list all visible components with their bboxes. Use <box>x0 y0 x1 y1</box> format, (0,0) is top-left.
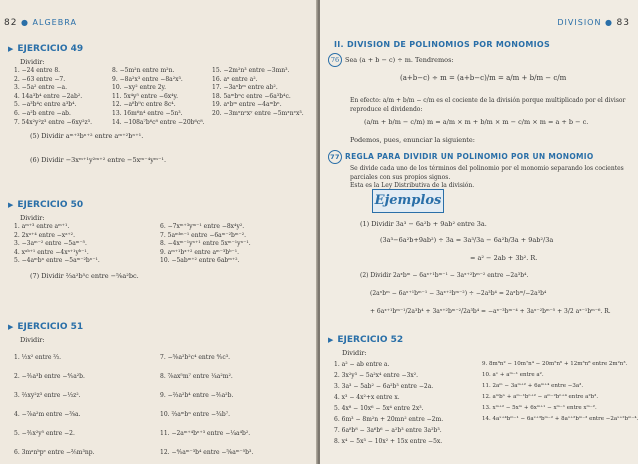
left-page-number: 82 <box>4 18 18 28</box>
triangle-bullet-icon: ▶ <box>328 336 334 344</box>
triangle-bullet-icon: ▶ <box>8 201 14 209</box>
exercise-52-subtitle: Dividir: <box>342 349 367 357</box>
example-1-result: = a² − 2ab + 3b². R. <box>470 254 538 262</box>
triangle-bullet-icon: ▶ <box>8 323 14 331</box>
list-item: 9. −⅔a²b⁴ entre −⅗a²b. <box>160 392 234 399</box>
list-item: 8. −5m²n entre m²n. <box>112 67 175 74</box>
list-item: 3. −5a² entre −a. <box>14 84 68 92</box>
rule-text-2: Esta es la Ley Distributiva de la división. <box>350 182 475 189</box>
list-item: 3. −3aᵐ⁻² entre −5aᵐ⁻⁵. <box>14 240 87 248</box>
equation-76: (a+b−c) ÷ m = (a+b−c)/m = a/m + b/m − c/m <box>400 74 567 82</box>
list-item: 2. 3x²y³ − 5a²x⁴ entre −3x². <box>334 372 419 379</box>
list-item: 11. 2aᵐ − 3aᵐ⁺² + 6aᵐ⁺⁴ entre −3a³. <box>482 383 584 389</box>
left-running-head: ALGEBRA <box>32 18 77 27</box>
list-item: 4. 14a³b⁴ entre −2ab². <box>14 92 83 100</box>
list-item: 7. 54x²y²z³ entre −6xy²z³. <box>14 118 92 126</box>
example-5: (5) Dividir aᵐ⁺³bⁿ⁺² entre aᵐ⁺²bⁿ⁺¹. <box>30 132 144 140</box>
header-dot-icon: ● <box>21 18 29 27</box>
list-item: 12. −⅘aᵐ⁻³b⁴ entre −⅚aᵐ⁻⁵b³. <box>160 449 254 456</box>
triangle-bullet-icon: ▶ <box>8 45 14 53</box>
list-item: 12. −a⁸b⁹c entre 8c⁴. <box>112 101 176 109</box>
list-item: 14. 4aˣ⁺⁴bᵐ⁻¹ − 6aˣ⁺³bᵐ⁻² + 8aˣ⁺²bᵐ⁻³ entre −2aˣ⁺²bᵐ⁻⁴. <box>482 416 638 422</box>
list-item: 7. −⅝a²b²c⁴ entre ⅘c³. <box>160 354 231 361</box>
list-item: 8. ⅞ax⁵m⁷ entre ¼a²m². <box>160 373 233 380</box>
exercise-49-column-2 <box>112 67 212 127</box>
exercise-50-column-2 <box>160 223 310 266</box>
list-item: 5. −⅗x²y⁵ entre −2. <box>14 430 75 437</box>
ejemplos-box <box>372 189 444 213</box>
list-item: 4. −⅞a²m entre −⅜a. <box>14 411 81 418</box>
equation-check: (a/m + b/m − c/m) m = a/m × m + b/m × m − c/m × m = a + b − c. <box>364 118 589 126</box>
list-item: 5. 4x⁸ − 10x⁶ − 5x⁴ entre 2x³. <box>334 405 424 412</box>
list-item: 10. −5abᵐ⁺² entre 6abᵐ⁺². <box>160 257 240 265</box>
list-item: 9. 8m⁹n² − 10m⁷n⁴ − 20m⁵n⁶ + 12m³n⁸ entre 2m²n³. <box>482 361 628 367</box>
item-number-circle: 77 <box>328 150 342 164</box>
example-1-equation: (3a³−6a²b+9ab²) ÷ 3a = 3a³/3a − 6a²b/3a + 9ab²/3a <box>380 236 554 244</box>
ejemplos-heading: Ejemplos <box>374 193 442 208</box>
list-item: 12. aᵐbⁿ + aᵐ⁻¹bⁿ⁺² − aᵐ⁻²bⁿ⁺⁴ entre a²b³. <box>482 394 599 400</box>
list-item: 7. 6a⁸b⁸ − 3a⁶b⁶ − a²b³ entre 3a²b³. <box>334 427 442 434</box>
exercise-50-column-1 <box>14 223 164 266</box>
list-item: 5. −4aᵐbⁿ entre −5aᵐ⁻²bⁿ⁻¹. <box>14 257 100 265</box>
exercise-52-column-1 <box>334 359 484 447</box>
list-item: 2. 2xᵃ⁺⁴ entre −xᵃ⁺². <box>14 231 75 239</box>
right-page <box>320 0 638 464</box>
list-item: 9. aᵐ⁺¹bˣ⁺² entre aᵐ⁻³bᵇ⁻¹. <box>160 248 240 256</box>
list-item: 7. 5aᵐᵇⁿ⁻¹ entre −6aᵐ⁻²bᵐ⁻². <box>160 231 247 239</box>
list-item: 18. 5aᵐbⁿc entre −6a³b⁴c. <box>212 92 291 100</box>
exercise-51-subtitle: Dividir: <box>20 336 45 344</box>
list-item: 5. −a³b⁴c entre a³b⁴. <box>14 101 77 109</box>
item-number-circle: 76 <box>328 53 342 67</box>
right-running-head: DIVISION <box>557 18 602 27</box>
exercise-50-title: ▶ EJERCICIO 50 <box>8 200 84 210</box>
list-item: 4. xᵃᵇ⁺¹ entre −4xᵃ⁺¹yᵇ⁻¹. <box>14 248 89 256</box>
header-dot-icon: ● <box>605 18 613 27</box>
example-2-equation-2: + 6aˣ⁺¹bᵐ⁻¹/2a³b⁴ + 3aˣ⁺²bᵐ⁻²/2a³b⁴ = −aˣ⁻³bᵐ⁻⁴ + 3aˣ⁻²bᵐ⁻⁵ + 3/2 aˣ⁻¹bᵐ⁻⁶. R. <box>370 308 611 315</box>
paragraph-proof: En efecto: a/m + b/m − c/m es el cociente de la división porque multiplicado por el divisor reproduce el dividendo: <box>350 97 626 113</box>
list-item: 3. ⅔xy²z³ entre −⅓z². <box>14 392 81 399</box>
list-item: 17. −3aˣbᵐ entre ab². <box>212 84 278 92</box>
list-item: 13. 16m⁶n⁴ entre −5n³. <box>112 109 183 117</box>
section-title: II. DIVISION DE POLINOMIOS POR MONOMIOS <box>334 40 551 49</box>
list-item: 19. aˣbᵐ entre −4aᵐbⁿ. <box>212 101 282 109</box>
list-item: 6. 6m³ − 8m²n + 20mn² entre −2m. <box>334 416 444 423</box>
list-item: 3. 3a³ − 5ab² − 6a²b³ entre −2a. <box>334 383 434 390</box>
list-item: 4. x³ − 4x²+x entre x. <box>334 394 400 401</box>
list-item: 10. −xy² entre 2y. <box>112 84 167 92</box>
list-item: 14. −108a⁷b⁶c⁸ entre −20b⁶c⁸. <box>112 118 205 126</box>
exercise-49-title: ▶ EJERCICIO 49 <box>8 44 84 54</box>
paragraph-enunciar: Podemos, pues, enunciar la siguiente: <box>350 136 475 144</box>
list-item: 2. −⅗a³b entre −⅘a²b. <box>14 373 85 380</box>
list-item: 9. −8a²x³ entre −8a²x³. <box>112 75 183 83</box>
list-item: 1. a² − ab entre a. <box>334 361 390 368</box>
list-item: 8. −4xᵐ⁻¹yⁿ⁺¹ entre 5xᵐ⁻¹yⁿ⁻¹. <box>160 240 251 248</box>
list-item: 1. −24 entre 8. <box>14 67 61 74</box>
example-2: (2) Dividir 2aˣbᵐ − 6aˣ⁺¹bᵐ⁻¹ − 3aˣ⁺²bᵐ⁻² entre −2a³b⁴. <box>360 272 529 279</box>
list-item: 10. aˣ + aᵐ⁻¹ entre a². <box>482 372 544 378</box>
list-item: 20. −3mˣnᵉxʸ entre −5mˣnᵉx³. <box>212 109 304 117</box>
rule-text: Se divide cada uno de los términos del polinomio por el monomio separando los cocientes parciales con sus propios signos. <box>350 165 624 181</box>
item-76-line: 76 Sea (a + b − c) ÷ m. Tendremos: <box>328 53 454 67</box>
right-running-header <box>557 18 630 28</box>
example-7: (7) Dividir ⅔a²b⁵c entre −⅚a²bc. <box>30 272 139 280</box>
list-item: 1. ½x² entre ⅔. <box>14 354 62 361</box>
left-page <box>0 0 318 464</box>
example-1: (1) Dividir 3a³ − 6a²b + 9ab² entre 3a. <box>360 220 487 228</box>
exercise-49-column-1 <box>14 67 114 127</box>
list-item: 11. 5x⁴y⁵ entre −6x⁴y. <box>112 92 179 100</box>
exercise-52-column-2 <box>482 359 638 425</box>
exercise-51-title: ▶ EJERCICIO 51 <box>8 322 84 332</box>
exercise-51-column-2 <box>160 348 310 462</box>
exercise-50-subtitle: Dividir: <box>20 214 45 222</box>
list-item: 2. −63 entre −7. <box>14 75 66 83</box>
right-page-number: 83 <box>616 18 630 28</box>
example-6: (6) Dividir −3xᵐ⁺¹y²ᵐ⁺² entre −5xᵐ⁻⁴yᵐ⁻¹. <box>30 156 167 164</box>
list-item: 6. −7xᵐ⁺³yᵐ⁻¹ entre −8x⁴y². <box>160 223 245 230</box>
list-item: 6. 3mᵃnᵇpᵉ entre −⅖m³np. <box>14 449 95 456</box>
list-item: 15. −2m²n³ entre −3mn³. <box>212 67 290 74</box>
rule-title: 77 REGLA PARA DIVIDIR UN POLINOMIO POR UN MONOMIO <box>328 150 594 164</box>
list-item: 8. x⁴ − 5x³ − 10x² + 15x entre −5x. <box>334 438 443 445</box>
example-2-equation: (2aˣbᵐ − 6aˣ⁺¹bᵐ⁻¹ − 3aˣ⁺²bᵐ⁻²) ÷ −2a³b⁴ = 2aˣbᵐ/−2a³b⁴ <box>370 290 547 297</box>
list-item: 1. aᵐ⁺³ entre aᵐ⁺¹. <box>14 223 70 230</box>
list-item: 16. aˣ entre a². <box>212 75 258 83</box>
list-item: 6. −a²b entre −ab. <box>14 109 71 117</box>
list-item: 13. xᵐ⁺² − 5xᵐ + 6xᵐ⁺¹ − xᵐ⁻¹ entre xᵐ⁻². <box>482 405 597 411</box>
left-running-header <box>4 18 77 28</box>
exercise-52-title: ▶ EJERCICIO 52 <box>328 335 404 345</box>
exercise-51-column-1 <box>14 348 164 462</box>
list-item: 11. −2aᵐ⁺⁴bⁿ⁺³ entre −¼a⁴b². <box>160 430 251 437</box>
exercise-49-subtitle: Dividir: <box>20 58 45 66</box>
list-item: 10. ⅔aᵐbⁿ entre −¾b⁷. <box>160 411 231 418</box>
exercise-49-column-3 <box>212 67 312 119</box>
